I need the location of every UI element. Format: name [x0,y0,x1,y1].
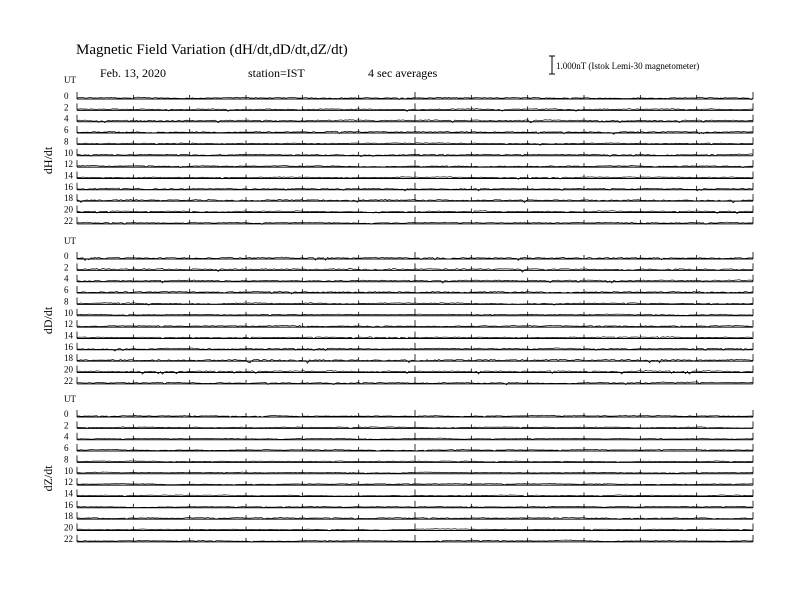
panel-dZ-dt [41,394,753,544]
hour-label: 2 [64,262,69,273]
panel-dD-dt [41,236,753,386]
ut-label: UT [64,236,76,246]
hour-label: 2 [64,420,69,431]
date-label: Feb. 13, 2020 [100,66,166,80]
hour-label: 8 [64,136,69,147]
hour-label: 18 [64,193,73,204]
hour-label: 4 [64,113,69,124]
hour-label: 6 [64,443,69,454]
hour-label: 0 [64,91,69,101]
hour-label: 10 [64,307,73,318]
panel-dH-dt [41,75,753,226]
hour-label: 16 [64,181,73,192]
ut-label: UT [64,75,76,85]
averaging-label: 4 sec averages [368,66,438,80]
hour-label: 6 [64,125,69,136]
hour-label: 18 [64,353,73,364]
hour-label: 14 [64,330,73,341]
hour-label: 4 [64,273,69,284]
scale-bar [549,56,555,74]
hour-label: 0 [64,409,69,419]
hour-label: 20 [64,204,73,215]
hour-label: 6 [64,285,69,296]
hour-label: 16 [64,499,73,510]
component-axis-label: dH/dt [41,146,55,175]
hour-label: 20 [64,522,73,533]
hour-label: 22 [64,533,73,544]
hour-label: 14 [64,488,73,499]
station-label: station=IST [248,66,305,80]
hour-label: 10 [64,147,73,158]
chart-title: Magnetic Field Variation (dH/dt,dD/dt,dZ/dt) [76,42,348,58]
hour-label: 16 [64,341,73,352]
hour-label: 0 [64,251,69,261]
hour-label: 22 [64,215,73,226]
scale-label: 1.000nT (Istok Lemi-30 magnetometer) [556,61,700,71]
hour-label: 4 [64,431,69,442]
hour-label: 12 [64,159,73,170]
hour-label: 10 [64,465,73,476]
hour-label: 18 [64,511,73,522]
hour-label: 12 [64,319,73,330]
component-axis-label: dZ/dt [41,465,55,492]
hour-label: 8 [64,296,69,307]
hour-label: 2 [64,102,69,113]
hour-label: 8 [64,454,69,465]
component-axis-label: dD/dt [41,306,55,335]
hour-label: 22 [64,375,73,386]
hour-label: 12 [64,477,73,488]
hour-label: 20 [64,364,73,375]
ut-label: UT [64,394,76,404]
hour-label: 14 [64,170,73,181]
